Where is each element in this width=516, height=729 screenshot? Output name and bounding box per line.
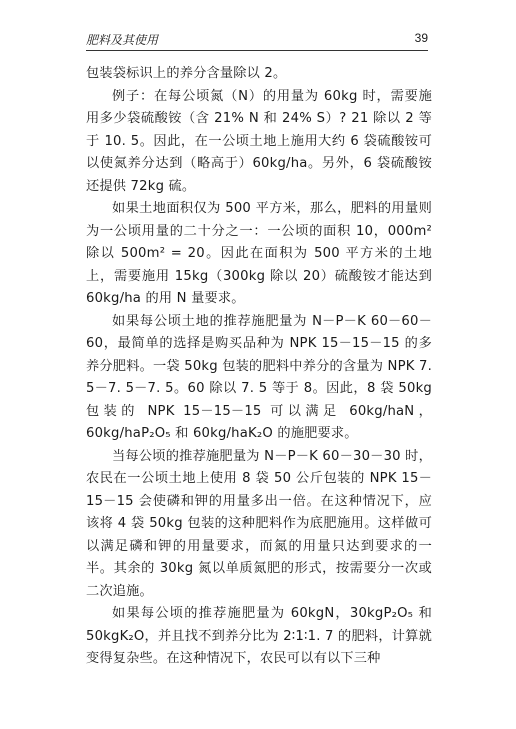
paragraph-continuation: 包装袋标识上的养分含量除以 2。	[86, 66, 287, 81]
book-title: 肥料及其使用	[86, 33, 159, 47]
running-header	[86, 30, 428, 51]
paragraph-npk-unequal: 当每公顷的推荐施肥量为 N－P－K 60－30－30 时，农民在一公顷土地上使用 8 袋 50 公斤包装的 NPK 15－15－15 会使磷和钾的用量多出一倍。在这种情况下，应该将 4 袋 50kg 包装的这种肥料作为底肥施用。这样做可以满足磷和钾的用量要求，而氮的用量只达到要求的一半。其余的 30kg 氮以单质氮肥的形式，按需要分一次或二次追施。	[86, 448, 432, 599]
page-number: 39	[414, 31, 428, 45]
paragraph-example: 例子：在每公顷氮（N）的用量为 60kg 时，需要施用多少袋硫酸铵（含 21% N 和 24% S）? 21 除以 2 等于 10. 5。因此，在一公顷土地上施用大约 6 袋硫酸铵可以使氮养分达到（略高于）60kg/ha。另外，6 袋硫酸铵还提供 72kg 硫。	[86, 88, 432, 194]
body-text	[86, 63, 432, 671]
paragraph-complex-case: 如果每公顷的推荐施肥量为 60kgN，30kgP₂O₅ 和 50kgK₂O，并且找不到养分比为 2∶1∶1. 7 的肥料，计算就变得复杂些。在这种情况下，农民可以有以下三种	[86, 606, 432, 666]
paragraph-small-area: 如果土地面积仅为 500 平方米，那么，肥料的用量则为一公顷用量的二十分之一：一公顷的面积 10，000m² 除以 500m² = 20。因此在面积为 500 平方米的土地上，需要施用 15kg（300kg 除以 20）硫酸铵才能达到 60kg/ha 的用 N 量要求。	[86, 201, 432, 306]
paragraph-npk-equal: 如果每公顷土地的推荐施肥量为 N－P－K 60－60－60，最简单的选择是购买品种为 NPK 15－15－15 的多养分肥料。一袋 50kg 包装的肥料中养分的含量为 NPK 7. 5－7. 5－7. 5。60 除以 7. 5 等于 8。因此，8 袋 50kg 包装的 NPK 15－15－15 可以满足 60kg/haN，60kg/haP₂O₅ 和 60kg/haK₂O 的施肥要求。	[86, 313, 432, 441]
